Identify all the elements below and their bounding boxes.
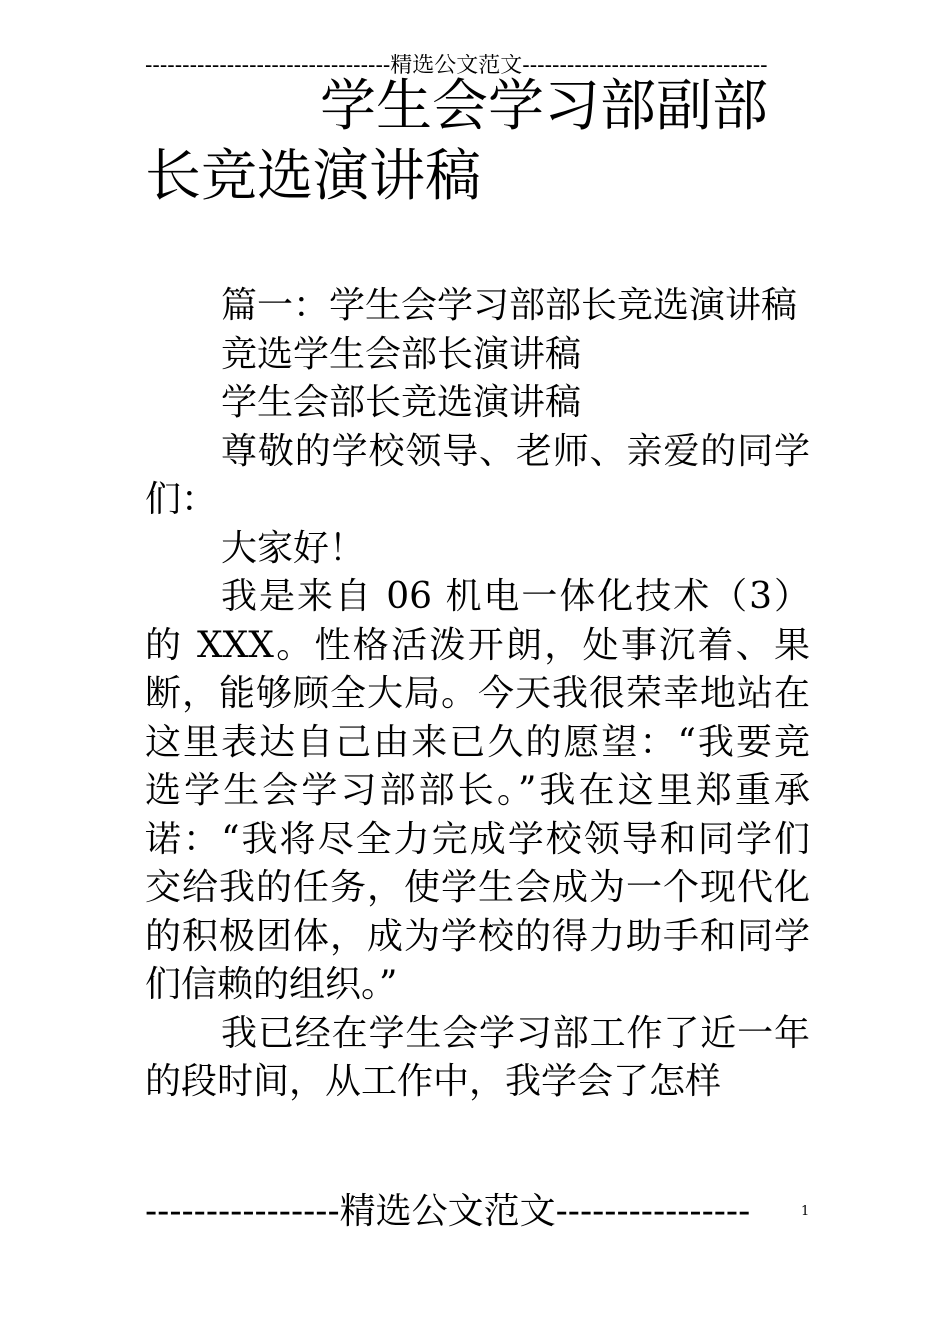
paragraph-introduction: 我是来自 06 机电一体化技术（3）的 XXX。性格活泼开朗，处事沉着、果断，能够顾全大局。今天我很荣幸地站在这里表达自己由来已久的愿望：“我要竞选学生会学习部部长。”我在这里郑重承诺：“我将尽全力完成学校领导和同学们交给我的任务，使学生会成为一个现代化的积极团体，成为学校的得力助手和同学们信赖的组织。” xyxy=(145,576,810,1005)
page-number: 1 xyxy=(801,1204,810,1219)
paragraph-salutation: 尊敬的学校领导、老师、亲爱的同学们： xyxy=(145,430,810,520)
paragraph-heading: 篇一：学生会学习部部长竞选演讲稿 xyxy=(221,285,798,326)
paragraph-greeting: 大家好！ xyxy=(221,527,366,569)
title-line-2: 长竞选演讲稿 xyxy=(145,144,481,209)
page-footer: ----------------精选公文范文---------------- xyxy=(145,1191,751,1232)
title-line-1: 学生会学习部副部 xyxy=(320,74,768,139)
paragraph-experience: 我已经在学生会学习部工作了近一年的段时间，从工作中，我学会了怎样 xyxy=(145,1012,810,1102)
page-header: ---------------------------------精选公文范文--------------------------------- xyxy=(145,54,768,78)
paragraph-subtitle-1: 竞选学生会部长演讲稿 xyxy=(221,333,582,375)
document-body xyxy=(145,282,810,1107)
document-title xyxy=(145,72,810,212)
paragraph-subtitle-2: 学生会部长竞选演讲稿 xyxy=(221,382,582,423)
